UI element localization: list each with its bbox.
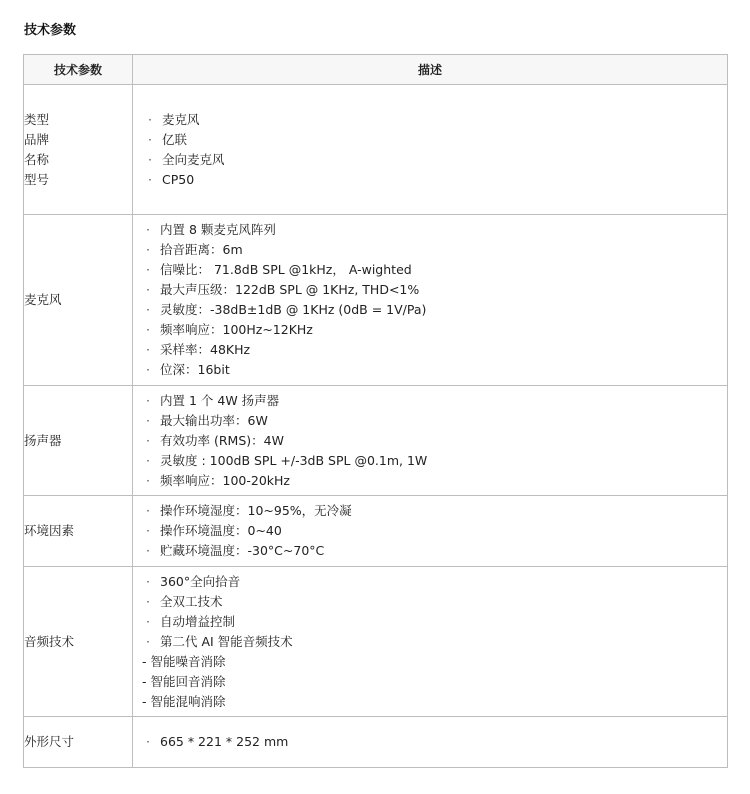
param-cell <box>24 717 133 768</box>
bullet-dot-icon: · <box>146 633 150 649</box>
list-item-text: 操作环境湿度：10~95%，无冷凝 <box>160 503 352 518</box>
list-item-text: 全双工技术 <box>160 593 223 609</box>
bullet-dot-icon: · <box>148 111 152 127</box>
bullet-dot-icon: · <box>146 392 150 408</box>
list-item <box>146 431 727 451</box>
bullet-dot-icon: · <box>146 593 150 609</box>
bullet-dot-icon: · <box>146 362 150 377</box>
list-item-text: 贮藏环境温度：-30°C~70°C <box>160 543 325 558</box>
list-item <box>148 130 727 150</box>
table-header-row <box>24 55 728 85</box>
description-cell <box>133 215 728 386</box>
list-item-text: 360°全向拾音 <box>160 573 241 589</box>
list-item-text: 最大输出功率：6W <box>160 412 268 428</box>
sub-list-item: - 智能混响消除 <box>142 693 226 709</box>
list-item <box>146 240 727 260</box>
bullet-dot-icon: · <box>146 282 150 297</box>
list-item-text: 麦克风 <box>162 111 200 127</box>
description-cell <box>133 85 728 215</box>
list-item <box>146 541 727 561</box>
bullet-dot-icon: · <box>148 131 152 147</box>
sub-list-item: - 智能噪音消除 <box>142 653 226 669</box>
list-item-text: 拾音距离：6m <box>160 242 243 257</box>
list-item-text: CP50 <box>162 171 195 187</box>
bullet-dot-icon: · <box>146 302 150 317</box>
list-item <box>146 340 727 360</box>
list-item-text: 频率响应：100-20kHz <box>160 472 290 488</box>
bullet-dot-icon: · <box>146 242 150 257</box>
list-item <box>146 260 727 280</box>
list-item <box>146 391 727 411</box>
bullet-dot-icon: · <box>148 151 152 167</box>
list-item <box>146 451 727 471</box>
list-item-text: 灵敏度 : 100dB SPL +/-3dB SPL @0.1m, 1W <box>160 452 428 468</box>
list-item <box>148 150 727 170</box>
list-item <box>146 360 727 380</box>
list-item <box>146 732 727 752</box>
param-label: 扬声器 <box>24 432 62 448</box>
param-cell <box>24 386 133 496</box>
table-row <box>24 496 728 567</box>
param-label: 麦克风 <box>24 292 62 307</box>
param-label: 外形尺寸 <box>24 734 75 749</box>
list-item-text: 第二代 AI 智能音频技术 <box>160 633 293 649</box>
description-cell <box>133 717 728 768</box>
table-body <box>24 85 728 768</box>
bullet-dot-icon: · <box>146 432 150 448</box>
table-row <box>24 717 728 768</box>
list-item-text: 频率响应：100Hz~12KHz <box>160 322 313 337</box>
list-item-text: 有效功率 (RMS)：4W <box>160 432 284 448</box>
param-label: 环境因素 <box>24 523 75 538</box>
param-label: 类型 <box>24 111 50 127</box>
list-item <box>148 110 727 130</box>
list-item-text: 信噪比： 71.8dB SPL @1kHz， A-wighted <box>160 262 412 277</box>
bullet-dot-icon: · <box>146 503 150 518</box>
bullet-dot-icon: · <box>146 734 150 749</box>
list-item <box>146 300 727 320</box>
list-item <box>146 572 727 592</box>
param-label: 名称 <box>24 151 50 167</box>
param-cell <box>24 215 133 386</box>
list-item <box>146 320 727 340</box>
bullet-dot-icon: · <box>146 613 150 629</box>
list-item <box>146 632 727 652</box>
description-cell <box>133 386 728 496</box>
bullet-dot-icon: · <box>146 523 150 538</box>
param-cell <box>24 85 133 215</box>
list-item-text: 操作环境温度：0~40 <box>160 523 282 538</box>
list-item-text: 采样率：48KHz <box>160 342 251 357</box>
param-cell <box>24 567 133 717</box>
bullet-dot-icon: · <box>146 342 150 357</box>
list-item <box>146 501 727 521</box>
list-item-text: 全向麦克风 <box>162 151 225 167</box>
table-row <box>24 567 728 717</box>
list-item <box>146 220 727 240</box>
bullet-dot-icon: · <box>146 573 150 589</box>
list-item <box>146 612 727 632</box>
param-cell <box>24 496 133 567</box>
list-item <box>148 170 727 190</box>
list-item <box>146 521 727 541</box>
description-cell <box>133 567 728 717</box>
list-item <box>146 471 727 491</box>
column-header-param: 技术参数 <box>24 55 133 85</box>
param-label: 音频技术 <box>24 633 75 649</box>
list-item-text: 灵敏度：-38dB±1dB @ 1KHz (0dB = 1V/Pa) <box>160 302 427 317</box>
list-item <box>146 280 727 300</box>
list-item-text: 自动增益控制 <box>160 613 236 629</box>
bullet-dot-icon: · <box>146 452 150 468</box>
list-item-text: 位深：16bit <box>160 362 230 377</box>
bullet-dot-icon: · <box>146 222 150 237</box>
bullet-dot-icon: · <box>146 472 150 488</box>
bullet-dot-icon: · <box>146 322 150 337</box>
list-item-text: 最大声压级：122dB SPL @ 1KHz, THD<1% <box>160 282 420 297</box>
table-row <box>24 85 728 215</box>
page-title: 技术参数 <box>24 23 77 38</box>
param-label: 品牌 <box>24 131 50 147</box>
list-item-text: 亿联 <box>162 131 188 147</box>
param-label: 型号 <box>24 171 50 187</box>
bullet-dot-icon: · <box>146 543 150 558</box>
list-item <box>146 411 727 431</box>
description-cell <box>133 496 728 567</box>
column-header-description: 描述 <box>133 55 728 85</box>
list-item-text: 内置 8 颗麦克风阵列 <box>160 222 276 237</box>
table-row <box>24 386 728 496</box>
bullet-dot-icon: · <box>146 262 150 277</box>
list-item <box>146 592 727 612</box>
sub-list-item: - 智能回音消除 <box>142 673 226 689</box>
bullet-dot-icon: · <box>146 412 150 428</box>
spec-table <box>23 54 728 768</box>
bullet-dot-icon: · <box>148 171 152 187</box>
list-item-text: 665 * 221 * 252 mm <box>160 734 289 749</box>
table-row <box>24 215 728 386</box>
list-item-text: 内置 1 个 4W 扬声器 <box>160 392 280 408</box>
